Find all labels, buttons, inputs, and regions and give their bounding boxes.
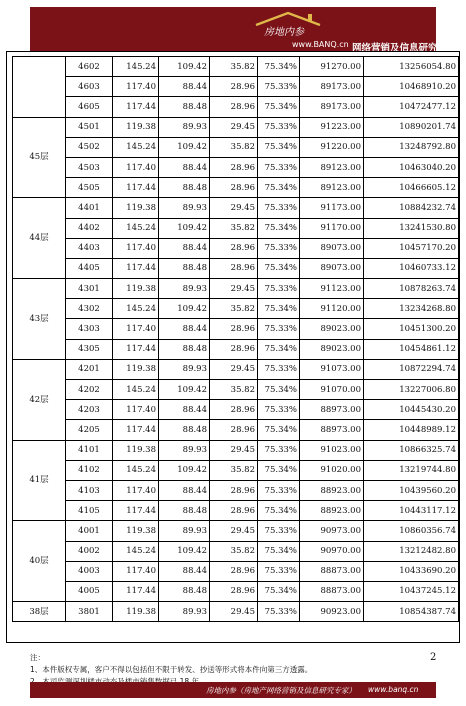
rate-cell: 75.33% (258, 521, 300, 541)
inner-cell: 89.93 (159, 279, 210, 299)
inner-cell: 109.42 (159, 137, 210, 157)
price-cell: 88973.00 (300, 400, 364, 420)
table-row (13, 77, 459, 97)
rate-cell: 75.34% (258, 501, 300, 521)
room-cell: 4001 (66, 521, 113, 541)
table-row (13, 440, 459, 460)
shared-cell: 28.96 (210, 157, 258, 177)
room-cell: 4303 (66, 319, 113, 339)
inner-cell: 88.48 (159, 258, 210, 278)
table-row (13, 198, 459, 218)
room-cell: 4501 (66, 117, 113, 137)
shared-cell: 28.96 (210, 400, 258, 420)
area-cell: 145.24 (113, 380, 159, 400)
total-cell: 10854387.74 (364, 602, 459, 622)
room-cell: 4102 (66, 460, 113, 480)
table-row (13, 279, 459, 299)
area-cell: 117.40 (113, 77, 159, 97)
price-cell: 89023.00 (300, 319, 364, 339)
price-cell: 91270.00 (300, 57, 364, 77)
inner-cell: 89.93 (159, 602, 210, 622)
area-cell: 145.24 (113, 57, 159, 77)
rate-cell: 75.34% (258, 218, 300, 238)
total-cell: 10457170.20 (364, 238, 459, 258)
shared-cell: 35.82 (210, 57, 258, 77)
inner-cell: 89.93 (159, 440, 210, 460)
area-cell: 117.44 (113, 501, 159, 521)
total-cell: 10439560.20 (364, 480, 459, 500)
rate-cell: 75.33% (258, 157, 300, 177)
total-cell: 13248792.80 (364, 137, 459, 157)
table-row (13, 420, 459, 440)
total-cell: 10466605.12 (364, 178, 459, 198)
inner-cell: 89.93 (159, 198, 210, 218)
shared-cell: 29.45 (210, 117, 258, 137)
shared-cell: 28.96 (210, 238, 258, 258)
total-cell: 10860356.74 (364, 521, 459, 541)
area-cell: 117.40 (113, 480, 159, 500)
inner-cell: 89.93 (159, 117, 210, 137)
header-banner (30, 7, 457, 54)
shared-cell: 29.45 (210, 602, 258, 622)
price-cell: 89123.00 (300, 157, 364, 177)
table-row (13, 501, 459, 521)
price-cell: 91120.00 (300, 299, 364, 319)
area-cell: 117.44 (113, 258, 159, 278)
room-cell: 4301 (66, 279, 113, 299)
rate-cell: 75.33% (258, 400, 300, 420)
shared-cell: 28.96 (210, 77, 258, 97)
room-cell: 4602 (66, 57, 113, 77)
area-cell: 145.24 (113, 299, 159, 319)
table-row (13, 339, 459, 359)
price-cell: 89023.00 (300, 339, 364, 359)
rate-cell: 75.34% (258, 541, 300, 561)
room-cell: 4201 (66, 359, 113, 379)
rate-cell: 75.33% (258, 480, 300, 500)
rate-cell: 75.33% (258, 279, 300, 299)
area-cell: 117.44 (113, 420, 159, 440)
total-cell: 10884232.74 (364, 198, 459, 218)
table-row (13, 117, 459, 137)
table-row (13, 602, 459, 622)
rate-cell: 75.34% (258, 97, 300, 117)
table-row (13, 137, 459, 157)
room-cell: 4305 (66, 339, 113, 359)
inner-cell: 88.48 (159, 581, 210, 601)
floor-cell: 42层 (13, 359, 66, 440)
inner-cell: 89.93 (159, 521, 210, 541)
room-cell: 4105 (66, 501, 113, 521)
shared-cell: 28.96 (210, 178, 258, 198)
floor-cell: 41层 (13, 440, 66, 521)
total-cell: 10878263.74 (364, 279, 459, 299)
total-cell: 10866325.74 (364, 440, 459, 460)
notes-label: 注： (30, 653, 45, 662)
price-cell: 89173.00 (300, 77, 364, 97)
rate-cell: 75.34% (258, 178, 300, 198)
price-cell: 91123.00 (300, 279, 364, 299)
inner-cell: 88.48 (159, 178, 210, 198)
total-cell: 13212482.80 (364, 541, 459, 561)
price-cell: 90923.00 (300, 602, 364, 622)
total-cell: 10468910.20 (364, 77, 459, 97)
rate-cell: 75.34% (258, 380, 300, 400)
footer-url[interactable]: www.banq.cn (368, 685, 419, 694)
table-row (13, 581, 459, 601)
rate-cell: 75.33% (258, 77, 300, 97)
total-cell: 10472477.12 (364, 97, 459, 117)
shared-cell: 35.82 (210, 460, 258, 480)
room-cell: 4005 (66, 581, 113, 601)
rate-cell: 75.34% (258, 581, 300, 601)
floor-cell (13, 57, 66, 118)
total-cell: 13256054.80 (364, 57, 459, 77)
room-cell: 4402 (66, 218, 113, 238)
price-cell: 91220.00 (300, 137, 364, 157)
header-title: 网络营销及信息研究专家 (352, 43, 457, 54)
inner-cell: 88.44 (159, 561, 210, 581)
house-logo-icon (252, 11, 322, 37)
table-row (13, 359, 459, 379)
inner-cell: 88.48 (159, 339, 210, 359)
rate-cell: 75.33% (258, 319, 300, 339)
price-cell: 91170.00 (300, 218, 364, 238)
area-cell: 117.44 (113, 581, 159, 601)
area-cell: 145.24 (113, 460, 159, 480)
inner-cell: 88.48 (159, 97, 210, 117)
shared-cell: 35.82 (210, 380, 258, 400)
room-cell: 4101 (66, 440, 113, 460)
floor-cell: 43层 (13, 279, 66, 360)
shared-cell: 29.45 (210, 521, 258, 541)
shared-cell: 28.96 (210, 319, 258, 339)
inner-cell: 88.44 (159, 77, 210, 97)
room-cell: 4403 (66, 238, 113, 258)
total-cell: 10445430.20 (364, 400, 459, 420)
area-cell: 117.40 (113, 319, 159, 339)
area-cell: 117.44 (113, 97, 159, 117)
area-cell: 117.40 (113, 238, 159, 258)
floor-cell: 44层 (13, 198, 66, 279)
price-cell: 88923.00 (300, 501, 364, 521)
shared-cell: 28.96 (210, 97, 258, 117)
rate-cell: 75.34% (258, 339, 300, 359)
area-cell: 145.24 (113, 137, 159, 157)
rate-cell: 75.33% (258, 238, 300, 258)
table-row (13, 480, 459, 500)
table-row (13, 157, 459, 177)
area-cell: 145.24 (113, 218, 159, 238)
shared-cell: 28.96 (210, 258, 258, 278)
rate-cell: 75.33% (258, 602, 300, 622)
total-cell: 13227006.80 (364, 380, 459, 400)
total-cell: 13219744.80 (364, 460, 459, 480)
floor-cell: 40层 (13, 521, 66, 602)
inner-cell: 89.93 (159, 359, 210, 379)
inner-cell: 109.42 (159, 541, 210, 561)
area-cell: 117.40 (113, 561, 159, 581)
table-row (13, 319, 459, 339)
rate-cell: 75.34% (258, 299, 300, 319)
total-cell: 10460733.12 (364, 258, 459, 278)
area-cell: 145.24 (113, 541, 159, 561)
price-cell: 88873.00 (300, 581, 364, 601)
inner-cell: 109.42 (159, 460, 210, 480)
rate-cell: 75.33% (258, 198, 300, 218)
price-cell: 89073.00 (300, 238, 364, 258)
room-cell: 4202 (66, 380, 113, 400)
table-row (13, 238, 459, 258)
room-cell: 4505 (66, 178, 113, 198)
inner-cell: 88.44 (159, 157, 210, 177)
total-cell: 10890201.74 (364, 117, 459, 137)
inner-cell: 88.48 (159, 501, 210, 521)
shared-cell: 29.45 (210, 440, 258, 460)
table-row (13, 299, 459, 319)
page-number: 2 (430, 652, 437, 663)
table-row (13, 97, 459, 117)
price-cell: 89173.00 (300, 97, 364, 117)
rate-cell: 75.34% (258, 258, 300, 278)
table-row (13, 380, 459, 400)
price-cell: 91073.00 (300, 359, 364, 379)
room-cell: 4203 (66, 400, 113, 420)
room-cell: 4003 (66, 561, 113, 581)
inner-cell: 109.42 (159, 380, 210, 400)
price-cell: 91223.00 (300, 117, 364, 137)
table-body (13, 57, 459, 622)
table-row (13, 400, 459, 420)
rate-cell: 75.34% (258, 460, 300, 480)
area-cell: 119.38 (113, 117, 159, 137)
floor-cell: 38层 (13, 602, 66, 622)
inner-cell: 88.44 (159, 319, 210, 339)
price-cell: 90973.00 (300, 521, 364, 541)
price-cell: 88973.00 (300, 420, 364, 440)
room-cell: 4205 (66, 420, 113, 440)
area-cell: 119.38 (113, 198, 159, 218)
inner-cell: 88.44 (159, 400, 210, 420)
total-cell: 10437245.12 (364, 581, 459, 601)
shared-cell: 28.96 (210, 420, 258, 440)
shared-cell: 28.96 (210, 339, 258, 359)
rate-cell: 75.33% (258, 359, 300, 379)
table-row (13, 521, 459, 541)
table-row (13, 460, 459, 480)
price-cell: 91173.00 (300, 198, 364, 218)
area-cell: 119.38 (113, 440, 159, 460)
rate-cell: 75.33% (258, 117, 300, 137)
rate-cell: 75.34% (258, 57, 300, 77)
area-cell: 117.44 (113, 339, 159, 359)
room-cell: 4503 (66, 157, 113, 177)
room-cell: 4502 (66, 137, 113, 157)
inner-cell: 88.44 (159, 480, 210, 500)
price-cell: 91023.00 (300, 440, 364, 460)
price-cell: 91020.00 (300, 460, 364, 480)
shared-cell: 29.45 (210, 279, 258, 299)
rate-cell: 75.33% (258, 561, 300, 581)
table-row (13, 561, 459, 581)
total-cell: 10454861.12 (364, 339, 459, 359)
table-row (13, 178, 459, 198)
total-cell: 10451300.20 (364, 319, 459, 339)
total-cell: 10443117.12 (364, 501, 459, 521)
inner-cell: 109.42 (159, 299, 210, 319)
table-row (13, 218, 459, 238)
inner-cell: 109.42 (159, 57, 210, 77)
logo-text: 房地内参 (264, 27, 304, 37)
price-cell: 88923.00 (300, 480, 364, 500)
total-cell: 10463040.20 (364, 157, 459, 177)
shared-cell: 35.82 (210, 137, 258, 157)
total-cell: 13241530.80 (364, 218, 459, 238)
room-cell: 4103 (66, 480, 113, 500)
area-cell: 117.44 (113, 178, 159, 198)
shared-cell: 28.96 (210, 501, 258, 521)
shared-cell: 29.45 (210, 359, 258, 379)
shared-cell: 35.82 (210, 541, 258, 561)
note-item-1: 1、本件版权专属，客户不得以包括但不限于转发、抄送等形式将本件向第三方透露。 (30, 665, 313, 674)
inner-cell: 109.42 (159, 218, 210, 238)
shared-cell: 35.82 (210, 299, 258, 319)
shared-cell: 28.96 (210, 480, 258, 500)
header-site-url[interactable]: www.BANQ.cn (292, 40, 349, 49)
total-cell: 10433690.20 (364, 561, 459, 581)
room-cell: 4302 (66, 299, 113, 319)
table-row (13, 57, 459, 77)
area-cell: 119.38 (113, 279, 159, 299)
area-cell: 119.38 (113, 359, 159, 379)
unit-price-table (12, 56, 459, 622)
area-cell: 117.40 (113, 400, 159, 420)
room-cell: 4002 (66, 541, 113, 561)
inner-cell: 88.48 (159, 420, 210, 440)
price-cell: 89073.00 (300, 258, 364, 278)
price-cell: 90970.00 (300, 541, 364, 561)
price-cell: 91070.00 (300, 380, 364, 400)
shared-cell: 35.82 (210, 218, 258, 238)
shared-cell: 28.96 (210, 581, 258, 601)
area-cell: 119.38 (113, 602, 159, 622)
area-cell: 119.38 (113, 521, 159, 541)
room-cell: 4401 (66, 198, 113, 218)
area-cell: 117.40 (113, 157, 159, 177)
table-row (13, 258, 459, 278)
price-cell: 88873.00 (300, 561, 364, 581)
footer-brand: 房地内参（房地产网络营销及信息研究专家） (206, 686, 356, 695)
price-cell: 89123.00 (300, 178, 364, 198)
shared-cell: 28.96 (210, 561, 258, 581)
room-cell: 3801 (66, 602, 113, 622)
table-row (13, 541, 459, 561)
room-cell: 4405 (66, 258, 113, 278)
inner-cell: 88.44 (159, 238, 210, 258)
rate-cell: 75.34% (258, 137, 300, 157)
rate-cell: 75.34% (258, 420, 300, 440)
room-cell: 4605 (66, 97, 113, 117)
rate-cell: 75.33% (258, 440, 300, 460)
footer-banner (30, 682, 436, 698)
total-cell: 10872294.74 (364, 359, 459, 379)
total-cell: 10448989.12 (364, 420, 459, 440)
shared-cell: 29.45 (210, 198, 258, 218)
floor-cell: 45层 (13, 117, 66, 198)
room-cell: 4603 (66, 77, 113, 97)
total-cell: 13234268.80 (364, 299, 459, 319)
